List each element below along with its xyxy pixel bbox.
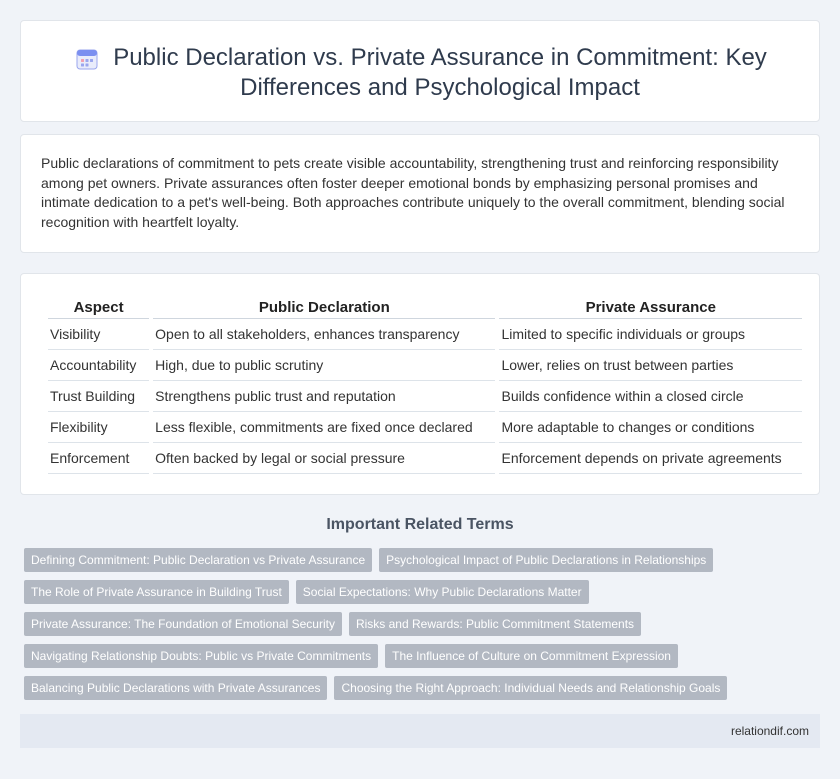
related-term-tag[interactable]: Social Expectations: Why Public Declarations Matter [296,580,589,604]
cell-public: High, due to public scrutiny [153,350,495,381]
cell-private: Enforcement depends on private agreements [499,443,802,474]
comparison-table [44,296,806,474]
page-title: Public Declaration vs. Private Assurance in Commitment: Key Differences and Psychological Impact [113,44,767,101]
cell-public: Strengthens public trust and reputation [153,381,495,412]
related-term-tag[interactable]: Defining Commitment: Public Declaration vs Private Assurance [24,548,372,572]
header-private-assurance: Private Assurance [499,296,802,319]
table-row [48,443,802,474]
intro-paragraph: Public declarations of commitment to pets create visible accountability, strengthening trust and reinforcing responsibility among pet owners. Private assurances often foster deeper emotional bonds by emphasizing personal promises and intimate dedication to a pet's well-being. Both approaches contribute uniquely to the overall commitment, blending social recognition with heartfelt loyalty. [41,155,785,230]
cell-aspect: Accountability [48,350,149,381]
cell-private: Lower, relies on trust between parties [499,350,802,381]
related-term-tag[interactable]: Balancing Public Declarations with Private Assurances [24,676,327,700]
related-term-tag[interactable]: Risks and Rewards: Public Commitment Statements [349,612,641,636]
cell-private: Limited to specific individuals or groups [499,319,802,350]
title-card [20,20,820,122]
related-term-tag[interactable]: Navigating Relationship Doubts: Public vs Private Commitments [24,644,378,668]
table-row [48,319,802,350]
intro-card [20,134,820,253]
cell-aspect: Visibility [48,319,149,350]
cell-public: Less flexible, commitments are fixed once declared [153,412,495,443]
cell-public: Open to all stakeholders, enhances transparency [153,319,495,350]
table-row [48,412,802,443]
related-terms-list [24,548,784,708]
cell-aspect: Enforcement [48,443,149,474]
comparison-table-card [20,273,820,495]
cell-aspect: Flexibility [48,412,149,443]
cell-aspect: Trust Building [48,381,149,412]
related-term-tag[interactable]: Private Assurance: The Foundation of Emotional Security [24,612,342,636]
related-terms-heading: Important Related Terms [326,516,514,533]
table-header-row [48,296,802,319]
related-term-tag[interactable]: The Influence of Culture on Commitment Expression [385,644,678,668]
footer [20,714,820,748]
header-aspect: Aspect [48,296,149,319]
related-term-tag[interactable]: Psychological Impact of Public Declarations in Relationships [379,548,713,572]
table-row [48,381,802,412]
related-term-tag[interactable]: The Role of Private Assurance in Building Trust [24,580,289,604]
table-row [48,350,802,381]
footer-site-link[interactable]: relationdif.com [730,724,809,738]
cell-private: Builds confidence within a closed circle [499,381,802,412]
related-term-tag[interactable]: Choosing the Right Approach: Individual Needs and Relationship Goals [334,676,727,700]
cell-private: More adaptable to changes or conditions [499,412,802,443]
cell-public: Often backed by legal or social pressure [153,443,495,474]
header-public-declaration: Public Declaration [153,296,495,319]
